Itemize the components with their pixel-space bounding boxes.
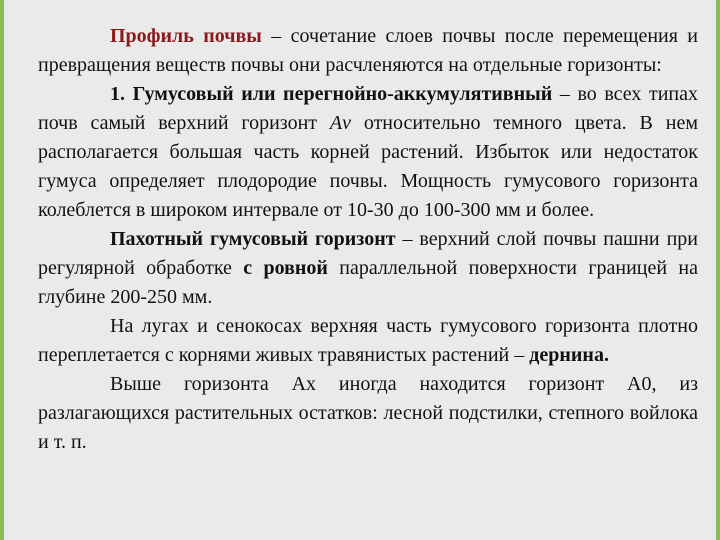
paragraph-profile — [38, 22, 698, 80]
paragraph-a0 — [38, 370, 698, 457]
paragraph-a0-text: Выше горизонта Ах иногда находится горизонт А0, из разлагающихся растительных остатков: лесной подстилки, степного войлока и т. п. — [38, 373, 698, 453]
horizon-symbol-av: Аv — [329, 112, 351, 134]
slide-body — [38, 22, 698, 457]
paragraph-plough-text-2: параллельной поверхности границей на глубине 200-250 мм. — [38, 257, 698, 308]
emphasis-flat: с ровной — [243, 257, 328, 279]
paragraph-humus-text-2: относительно темного цвета. В нем располагается большая часть корней растений. Избыток или недостаток гумуса определяет плодородие почвы. Мощность гумусового горизонта колеблется в широком интервале от 10-30 до 100-300 мм и более. — [38, 112, 698, 221]
paragraph-humus-text-1: – во всех типах почв самый верхний горизонт — [38, 83, 699, 134]
paragraph-humus — [38, 80, 698, 225]
term-plough-horizon: Пахотный гумусовый горизонт — [110, 228, 396, 250]
paragraph-meadow — [38, 312, 698, 370]
paragraph-plough-text-1: – верхний слой почвы пашни при регулярной обработке — [38, 228, 698, 279]
paragraph-plough — [38, 225, 698, 312]
term-sod: дернина. — [529, 344, 609, 366]
paragraph-profile-text: – сочетание слоев почвы после перемещения и превращения веществ почвы они расчленяются на отдельные горизонты: — [38, 25, 699, 76]
term-humus-horizon: 1. Гумусовый или перегнойно-аккумулятивный — [110, 83, 553, 105]
term-soil-profile: Профиль почвы — [110, 25, 262, 47]
paragraph-meadow-text: На лугах и сенокосах верхняя часть гумусового горизонта плотно переплетается с корнями живых травянистых растений – — [38, 315, 698, 366]
